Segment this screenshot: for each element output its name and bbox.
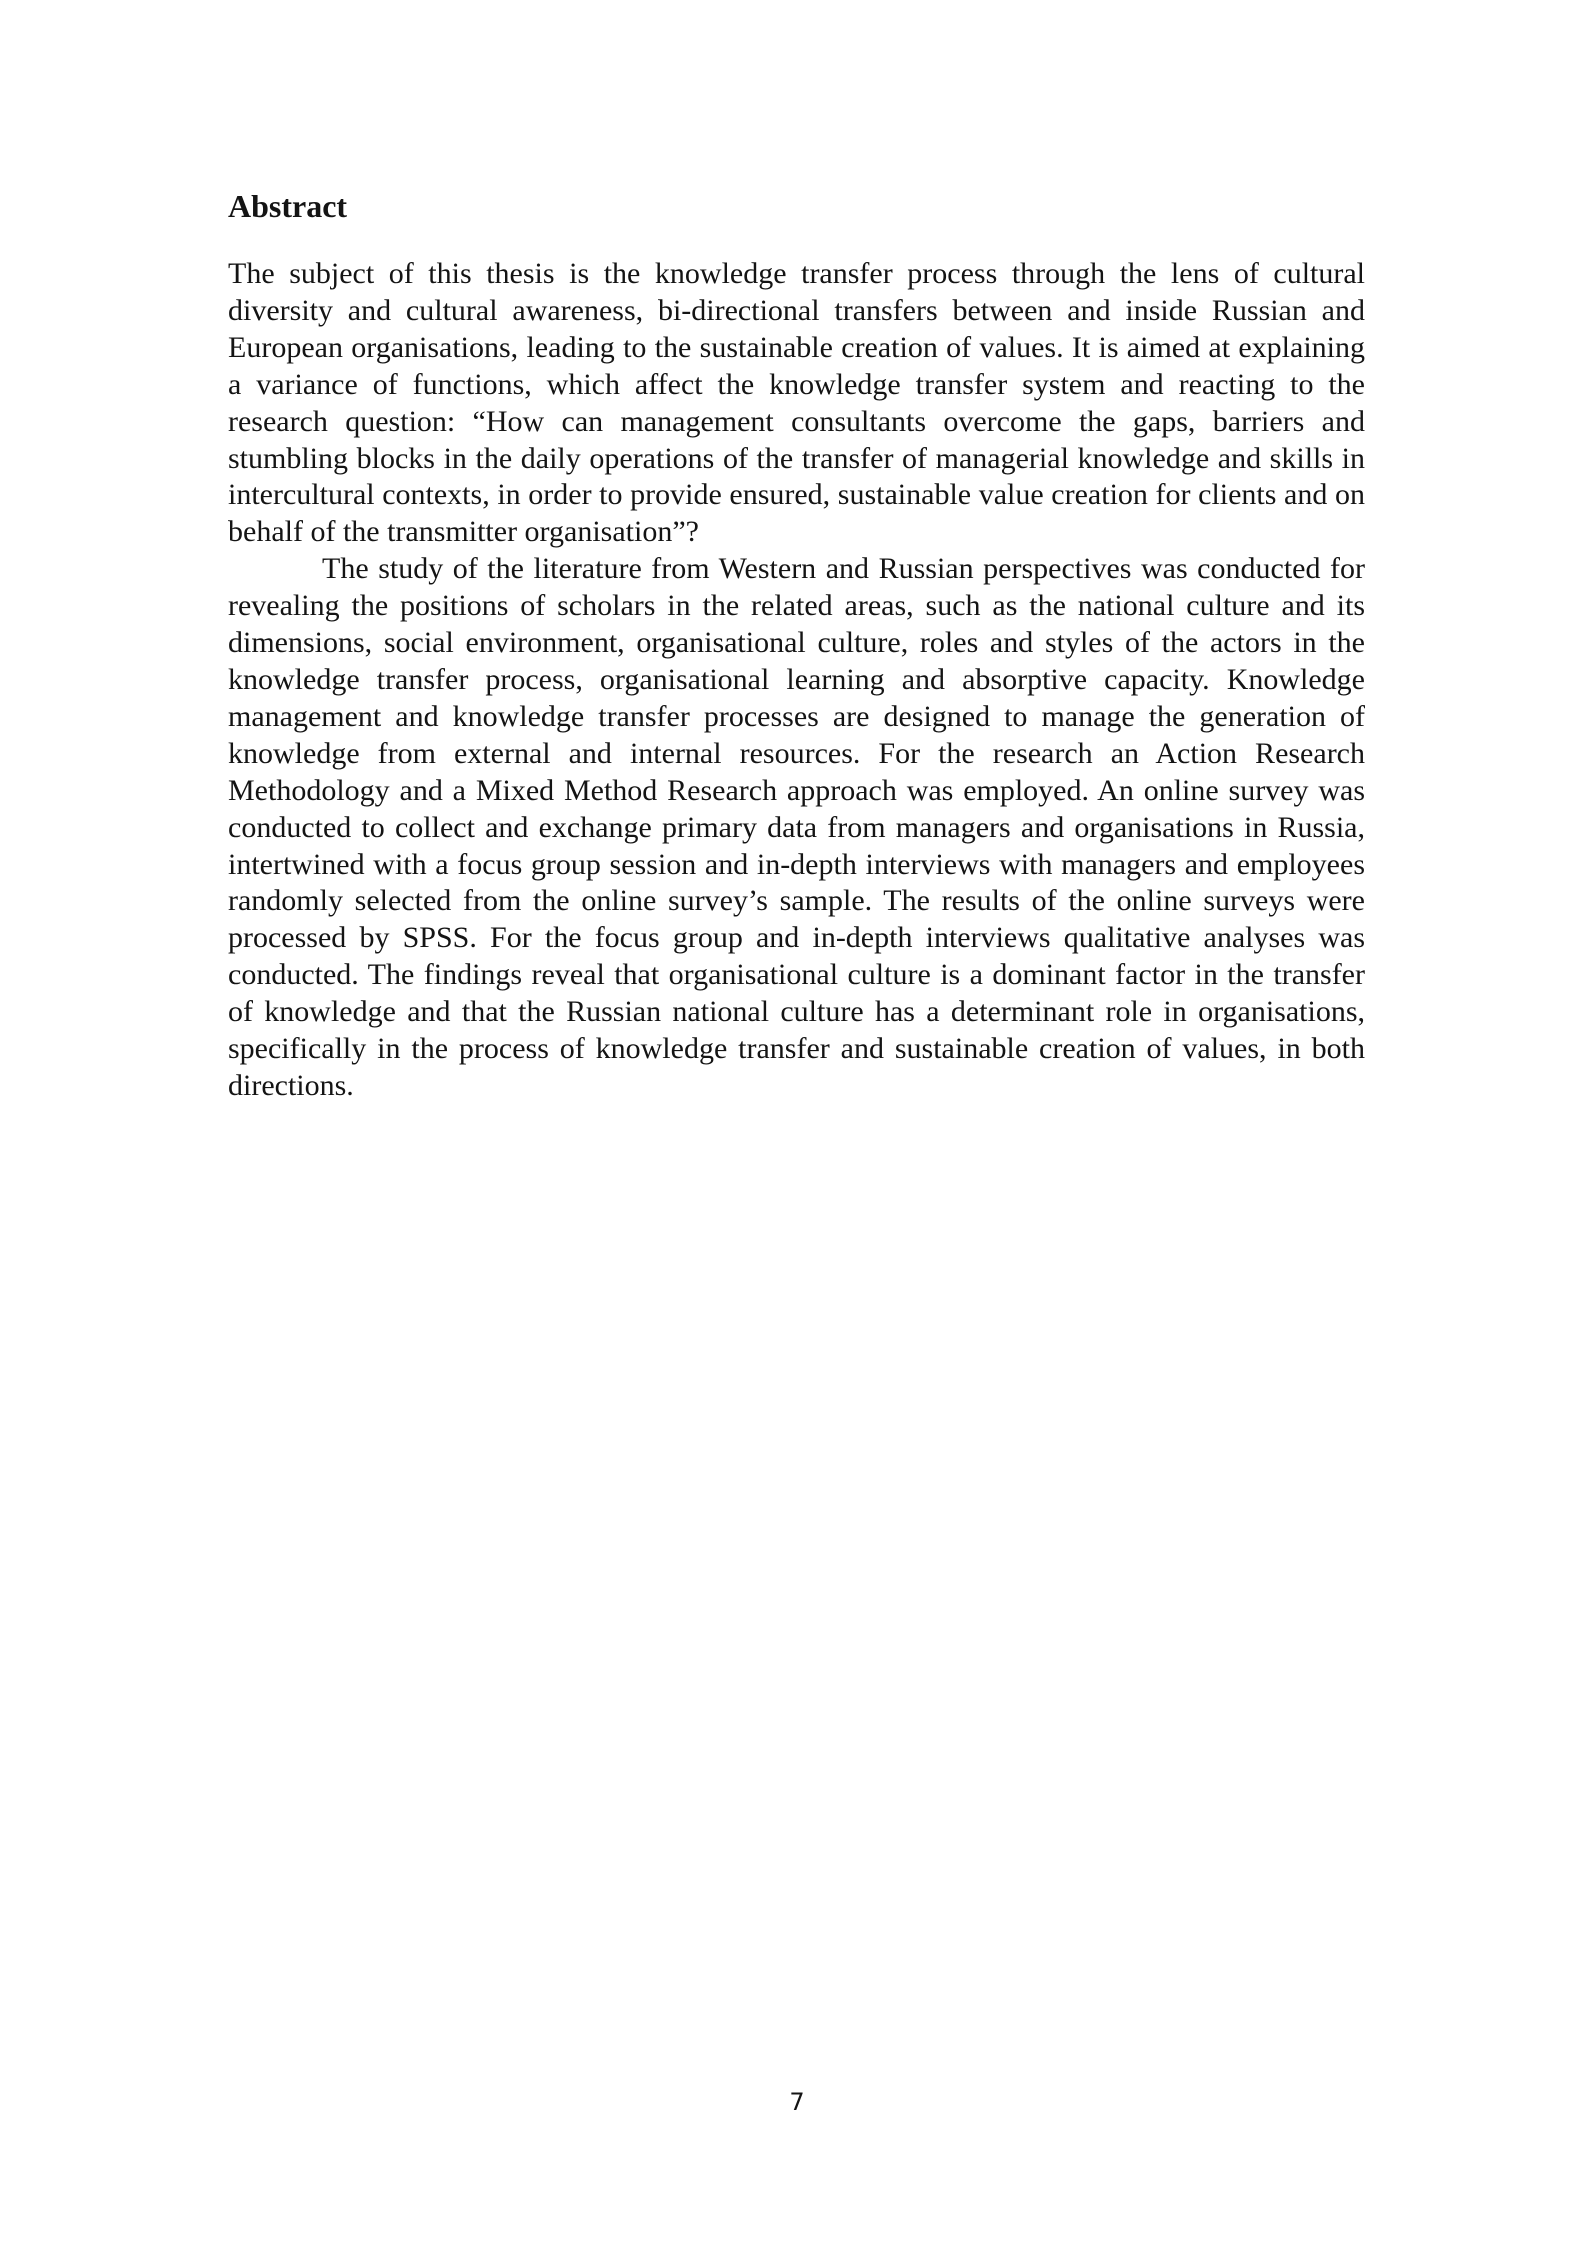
page-number: 7 bbox=[789, 2088, 805, 2116]
abstract-paragraph-1: The subject of this thesis is the knowledge transfer process through the lens of cultural diversity and cultural awareness, bi-directional transfers between and inside Russian and European organisations, leading to the sustainable creation of values. It is aimed at explaining a variance of functions, which affect the knowledge transfer system and reacting to the research question: “How can management consultants overcome the gaps, barriers and stumbling blocks in the daily operations of the transfer of managerial knowledge and skills in intercultural contexts, in order to provide ensured, sustainable value creation for clients and on behalf of the transmitter organisation”? bbox=[228, 257, 1365, 549]
abstract-body bbox=[228, 256, 1365, 1105]
abstract-heading: Abstract bbox=[228, 188, 348, 224]
abstract-paragraph-2: The study of the literature from Western and Russian perspectives was conducted for revealing the positions of scholars in the related areas, such as the national culture and its dimensions, social environment, organisational culture, roles and styles of the actors in the knowledge transfer process, organisational learning and absorptive capacity. Knowledge management and knowledge transfer processes are designed to manage the generation of knowledge from external and internal resources. For the research an Action Research Methodology and a Mixed Method Research approach was employed. An online survey was conducted to collect and exchange primary data from managers and organisations in Russia, intertwined with a focus group session and in-depth interviews with managers and employees randomly selected from the online survey’s sample. The results of the online surveys were processed by SPSS. For the focus group and in-depth interviews qualitative analyses was conducted. The findings reveal that organisational culture is a dominant factor in the transfer of knowledge and that the Russian national culture has a determinant role in organisations, specifically in the process of knowledge transfer and sustainable creation of values, in both directions. bbox=[228, 552, 1365, 1102]
